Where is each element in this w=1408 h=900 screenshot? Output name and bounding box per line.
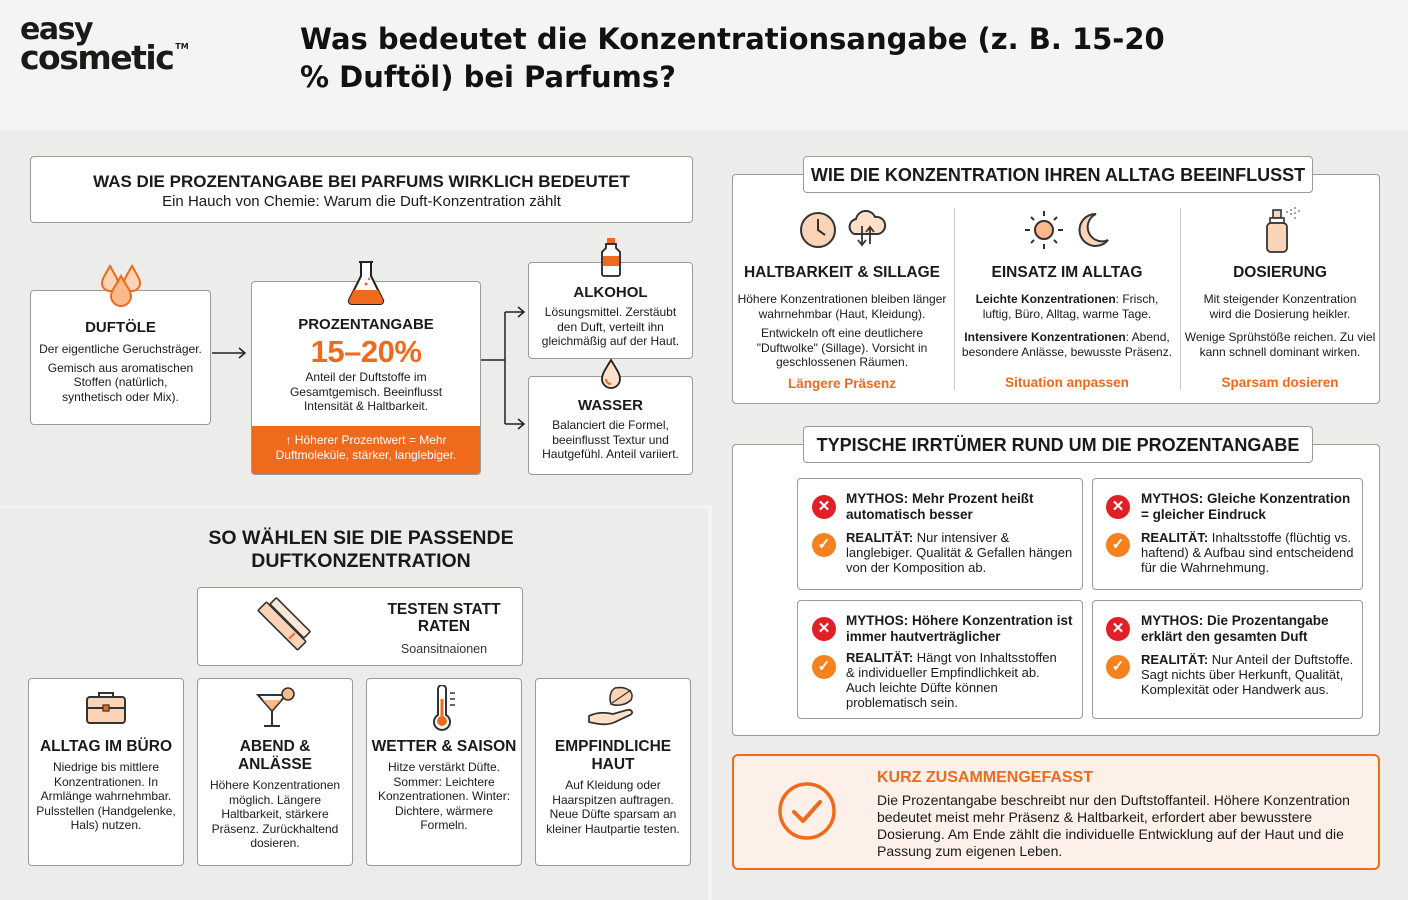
flask-icon	[344, 258, 388, 308]
branch-arrow-icon	[481, 304, 527, 432]
alltag-heading: WIE DIE KONZENTRATION IHREN ALLTAG BEEINFLUSST	[810, 165, 1306, 185]
alltag-col-1	[736, 264, 948, 392]
empfindliche-haut-text: Auf Kleidung oder Haarspitzen auftragen. Neue Düfte sparsam an kleiner Hautpartie testen.	[546, 778, 680, 836]
haltbarkeit-text-1: Höhere Konzentrationen bleiben länger wahrnehmbar (Haut, Kleidung).	[737, 292, 947, 321]
duftoele-title: DUFTÖLE	[85, 319, 156, 336]
myth-4-reality: REALITÄT: Nur Anteil der Duftstoffe. Sagt nichts über Herkunft, Qualität, Komplexität oder Handwerk aus.	[1141, 652, 1354, 697]
x-icon: ✕	[1106, 617, 1130, 641]
check-icon: ✓	[812, 533, 836, 557]
wetter-saison-text: Hitze verstärkt Düfte. Sommer: Leichtere Konzentrationen. Winter: Dichtere, wärmere Formeln.	[377, 760, 511, 832]
testen-subtitle: Soansitnaionen	[400, 642, 488, 656]
alltag-divider-1	[954, 208, 955, 390]
wasser-text: Balanciert die Formel, beeinflusst Textur und Hautgefühl. Anteil variiert.	[542, 418, 679, 461]
prozentangabe-desc: Anteil der Duftstoffe im Gesamtgemisch. Beeinflusst Intensität & Haltbarkeit.	[289, 370, 443, 413]
wasser-card	[528, 376, 693, 475]
myth-card-3	[797, 600, 1083, 719]
myth-card-4	[1092, 600, 1363, 719]
sun-icon	[1022, 208, 1066, 252]
myths-heading: TYPISCHE IRRTÜMER RUND UM DIE PROZENTANGABE	[816, 435, 1300, 455]
myth-card-2	[1092, 478, 1363, 590]
alltag-col-2	[958, 264, 1176, 391]
einsatz-text-2: Intensivere Konzentrationen: Abend, besondere Anlässe, bewusste Präsenz.	[961, 330, 1173, 359]
moon-icon	[1072, 210, 1112, 250]
clock-icon	[798, 210, 838, 250]
page-title: Was bedeutet die Konzentrationsangabe (z. B. 15-20 % Duftöl) bei Parfums?	[300, 22, 1165, 94]
water-drop-icon	[598, 358, 624, 390]
prozentangabe-value: 15–20%	[310, 334, 422, 369]
hand-feather-icon	[585, 684, 641, 730]
prozentangabe-note: ↑ Höherer Prozentwert = Mehr Duftmoleküle, stärker, langlebiger.	[252, 426, 480, 474]
cocktail-icon	[252, 685, 298, 731]
alltag-heading-box	[803, 156, 1313, 193]
alkohol-text: Lösungsmittel. Zerstäubt den Duft, verteilt ihn gleichmäßig auf der Haut.	[541, 305, 680, 348]
summary-text: Die Prozentangabe beschreibt nur den Duftstoffanteil. Höhere Konzentration bedeutet meist mehr Präsenz & Haltbarkeit, erfordert aber bewusstere Dosierung. Am Ende zählt die individuelle Entwicklung auf der Haut und die Passung zum eigenen Leben.	[877, 792, 1350, 859]
prozentangabe-title: PROZENTANGABE	[298, 316, 434, 333]
meaning-header-box	[30, 156, 693, 223]
haltbarkeit-text-2: Entwickeln oft eine deutlichere "Duftwolke" (Sillage). Vorsicht in geschlossenen Räumen.	[756, 326, 928, 369]
brand-logo: easy cosmetic ™	[20, 12, 189, 77]
empfindliche-haut-title: EMPFINDLICHE HAUT	[554, 738, 672, 773]
myth-4-title: MYTHOS: Die Prozentangabe erklärt den gesamten Duft	[1141, 613, 1329, 644]
x-icon: ✕	[1106, 495, 1130, 519]
check-icon: ✓	[1106, 533, 1130, 557]
choose-heading: SO WÄHLEN SIE DIE PASSENDE DUFTKONZENTRATION	[208, 527, 514, 572]
summary-title: KURZ ZUSAMMENGEFASST	[877, 769, 1093, 786]
dosierung-text-1: Mit steigender Konzentration wird die Dosierung heikler.	[1203, 292, 1357, 321]
oil-drops-icon	[98, 262, 144, 308]
summary-box	[732, 754, 1380, 870]
check-icon: ✓	[812, 655, 836, 679]
duftoele-card	[30, 290, 211, 425]
myth-3-reality: REALITÄT: Hängt von Inhaltsstoffen & individueller Empfindlichkeit ab. Auch leichte Düfte können problematisch sein.	[846, 650, 1057, 710]
dosierung-title: DOSIERUNG	[1233, 264, 1327, 281]
prozentangabe-card	[251, 281, 481, 475]
einsatz-tag: Situation anpassen	[1005, 375, 1129, 390]
alkohol-title: ALKOHOL	[573, 284, 648, 301]
abend-anlaesse-text: Höhere Konzentrationen möglich. Längere Haltbarkeit, stärkere Präsenz. Zurückhaltend dosieren.	[209, 778, 341, 850]
haltbarkeit-title: HALTBARKEIT & SILLAGE	[743, 264, 941, 281]
testen-card[interactable]	[197, 587, 523, 666]
briefcase-icon	[84, 689, 128, 727]
meaning-heading: WAS DIE PROZENTANGABE BEI PARFUMS WIRKLICH BEDEUTET	[93, 172, 630, 191]
einsatz-text-1: Leichte Konzentrationen: Frisch, luftig, Büro, Alltag, warme Tage.	[975, 292, 1159, 321]
dosierung-text-2: Wenige Sprühstöße reichen. Zu viel kann schnell dominant wirken.	[1184, 330, 1376, 359]
wetter-saison-title: WETTER & SAISON	[371, 738, 517, 755]
myths-heading-box	[803, 426, 1313, 463]
myth-3-title: MYTHOS: Höhere Konzentration ist immer hautverträglicher	[846, 613, 1073, 644]
duftoele-text-1: Der eigentliche Geruchsträger.	[39, 342, 202, 356]
haltbarkeit-tag: Längere Präsenz	[787, 375, 897, 391]
myth-card-1	[797, 478, 1083, 590]
myth-2-title: MYTHOS: Gleiche Konzentration = gleicher Eindruck	[1141, 491, 1351, 522]
test-strip-icon	[252, 596, 312, 656]
arrow-right-icon	[212, 346, 248, 360]
x-icon: ✕	[812, 495, 836, 519]
wasser-title: WASSER	[577, 397, 643, 414]
meaning-subheading: Ein Hauch von Chemie: Warum die Duft-Konzentration zählt	[162, 193, 561, 210]
alltag-buero-title: ALLTAG IM BÜRO	[39, 738, 172, 755]
myth-1-reality: REALITÄT: Nur intensiver & langlebiger. Qualität & Gefallen hängen von der Komposition ab.	[846, 530, 1073, 575]
alltag-buero-text: Niedrige bis mittlere Konzentrationen. In Armlänge wahrnehmbar. Pulsstellen (Handgelenke, Hals) nutzen.	[36, 760, 176, 832]
x-icon: ✕	[812, 617, 836, 641]
alltag-divider-2	[1180, 208, 1181, 390]
thermometer-icon	[428, 685, 460, 733]
einsatz-title: EINSATZ IM ALLTAG	[991, 264, 1143, 281]
alltag-col-3	[1184, 264, 1376, 391]
spray-bottle-icon	[1262, 206, 1306, 256]
abend-anlaesse-title: ABEND & ANLÄSSE	[237, 738, 313, 773]
dosierung-tag: Sparsam dosieren	[1221, 375, 1339, 390]
bottle-icon	[598, 236, 624, 278]
cloud-arrows-icon	[842, 208, 890, 250]
check-icon: ✓	[1106, 655, 1130, 679]
testen-title: TESTEN STATT RATEN	[387, 601, 501, 635]
check-circle-icon	[776, 780, 838, 842]
duftoele-text-2: Gemisch aus aromatischen Stoffen (natürlich, synthetisch oder Mix).	[47, 360, 194, 404]
myth-2-reality: REALITÄT: Inhaltsstoffe (flüchtig vs. haftend) & Aufbau sind entscheidend für die Wahrnehmung.	[1141, 530, 1354, 575]
myth-1-title: MYTHOS: Mehr Prozent heißt automatisch besser	[846, 491, 1034, 522]
